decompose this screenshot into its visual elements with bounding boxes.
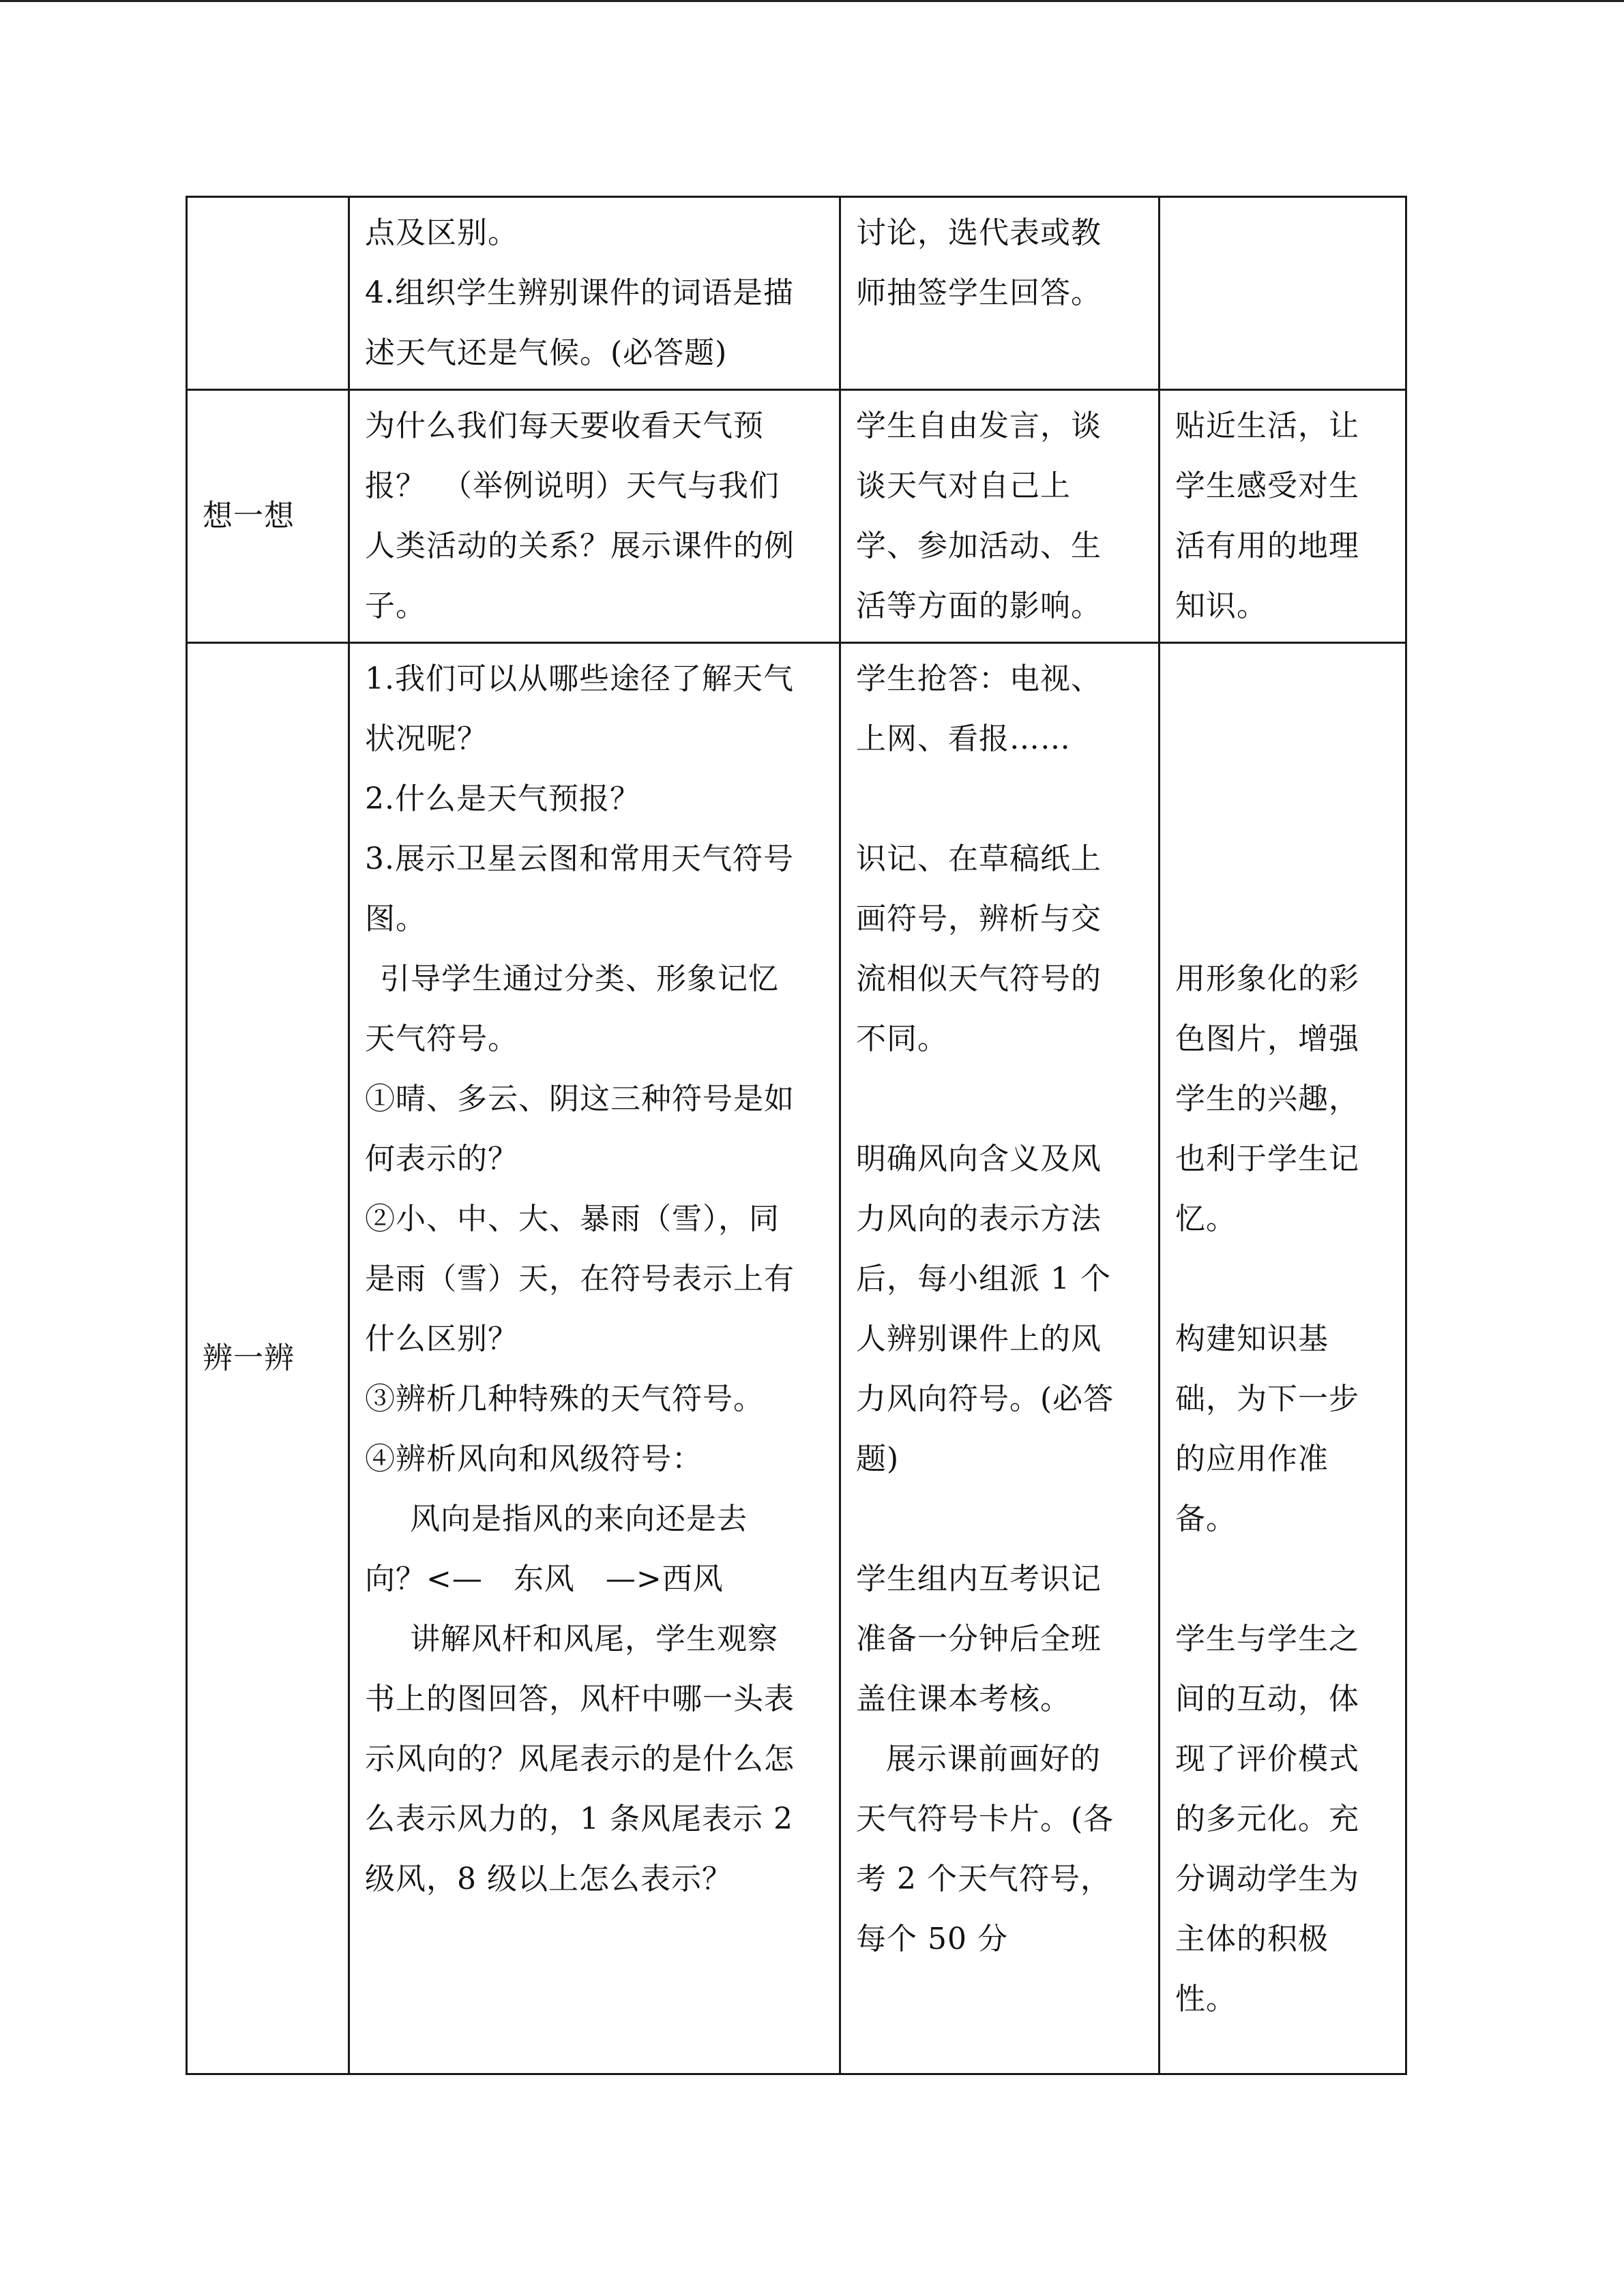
text-line: 盖住课本考核。 bbox=[856, 1682, 1071, 1716]
text-line: 考 2 个天气符号， bbox=[856, 1862, 1111, 1896]
table-row bbox=[187, 197, 1406, 390]
text-line: 学生感受对生 bbox=[1175, 468, 1359, 503]
text-line: 讨论，选代表或教 bbox=[856, 215, 1102, 250]
text-line: ①晴、多云、阴这三种符号是如 bbox=[365, 1082, 795, 1116]
spacer bbox=[856, 1489, 1146, 1549]
text-line: 是雨（雪）天，在符号表示上有 bbox=[365, 1262, 795, 1296]
text-line: 图。 bbox=[365, 901, 426, 936]
text-line: 知识。 bbox=[1175, 588, 1267, 623]
row-label-cell bbox=[187, 197, 349, 390]
text-line: 学生的兴趣， bbox=[1175, 1082, 1359, 1116]
text-line: 学生组内互考识记 bbox=[856, 1562, 1102, 1596]
text-line: 风向是指风的来向还是去 bbox=[410, 1502, 748, 1536]
teacher-activity-cell bbox=[349, 643, 840, 2074]
text-line: 构建知识基 bbox=[1175, 1322, 1329, 1356]
text-line: 色图片，增强 bbox=[1175, 1022, 1359, 1056]
spacer bbox=[856, 1069, 1146, 1129]
text-line: 讲解风杆和风尾，学生观察 bbox=[410, 1622, 778, 1656]
text-line: 上网、看报…… bbox=[856, 721, 1071, 756]
text-line: 引导学生通过分类、形象记忆 bbox=[380, 961, 779, 996]
text-line: 学生抢答：电视、 bbox=[856, 661, 1102, 696]
text-line: ③辨析几种特殊的天气符号。 bbox=[365, 1382, 764, 1416]
text-line: 级风，8 级以上怎么表示？ bbox=[365, 1862, 733, 1896]
design-intent-cell bbox=[1160, 197, 1406, 390]
text-line: 为什么我们每天要收看天气预 bbox=[365, 408, 764, 443]
text-line: 力风向的表示方法 bbox=[856, 1202, 1102, 1236]
spacer bbox=[1175, 889, 1393, 949]
text-line: 报？ （举例说明）天气与我们 bbox=[365, 468, 780, 503]
spacer bbox=[1175, 769, 1393, 829]
spacer bbox=[1175, 829, 1393, 889]
text-line: 书上的图回答，风杆中哪一头表 bbox=[365, 1682, 795, 1716]
text-line: 明确风向含义及风 bbox=[856, 1142, 1102, 1176]
text-line: 活等方面的影响。 bbox=[856, 588, 1102, 623]
text-line: 向？<— 东风 —>西风 bbox=[365, 1562, 724, 1596]
table-row bbox=[187, 390, 1406, 643]
text-line: 谈天气对自己上 bbox=[856, 468, 1071, 503]
spacer bbox=[1175, 709, 1393, 769]
text-line: 间的互动，体 bbox=[1175, 1682, 1359, 1716]
spacer bbox=[856, 769, 1146, 829]
text-line: 4.组织学生辨别课件的词语是描 bbox=[365, 275, 794, 310]
text-line: 后，每小组派 1 个 bbox=[856, 1262, 1111, 1296]
spacer bbox=[1175, 1549, 1393, 1609]
text-line: 备。 bbox=[1175, 1502, 1237, 1536]
text-line: 天气符号。 bbox=[365, 1022, 518, 1056]
text-line: 述天气还是气候。(必答题) bbox=[365, 336, 728, 370]
text-line: 的多元化。充 bbox=[1175, 1802, 1359, 1836]
text-line: 1.我们可以从哪些途径了解天气 bbox=[365, 661, 794, 696]
text-line: 何表示的？ bbox=[365, 1142, 518, 1176]
text-line: 天气符号卡片。(各 bbox=[856, 1802, 1114, 1836]
text-line: 示风向的？风尾表示的是什么怎 bbox=[365, 1742, 795, 1776]
teacher-activity-cell bbox=[349, 197, 840, 390]
row-label-cell bbox=[187, 643, 349, 2074]
row-label-cell bbox=[187, 390, 349, 643]
text-line: 点及区别。 bbox=[365, 215, 518, 250]
text-line: 流相似天气符号的 bbox=[856, 961, 1102, 996]
table-row bbox=[187, 643, 1406, 2074]
student-activity-cell bbox=[840, 643, 1160, 2074]
text-line: 性。 bbox=[1175, 1982, 1237, 2016]
row-label-distinguish: 辨一辨 bbox=[203, 1341, 295, 1375]
text-line: 识记、在草稿纸上 bbox=[856, 841, 1102, 876]
text-line: 学、参加活动、生 bbox=[856, 528, 1102, 563]
text-line: 贴近生活，让 bbox=[1175, 408, 1359, 443]
text-line: 什么区别？ bbox=[365, 1322, 518, 1356]
text-line: 现了评价模式 bbox=[1175, 1742, 1359, 1776]
text-line: ②小、中、大、暴雨（雪），同 bbox=[365, 1202, 780, 1236]
design-intent-cell bbox=[1160, 643, 1406, 2074]
text-line: 每个 50 分 bbox=[856, 1922, 1008, 1956]
teacher-activity-cell bbox=[349, 390, 840, 643]
text-line: 师抽签学生回答。 bbox=[856, 275, 1102, 310]
text-line: 主体的积极 bbox=[1175, 1922, 1329, 1956]
student-activity-cell bbox=[840, 197, 1160, 390]
text-line: 准备一分钟后全班 bbox=[856, 1622, 1102, 1656]
text-line: 也利于学生记 bbox=[1175, 1142, 1359, 1176]
text-line: 题) bbox=[856, 1442, 900, 1476]
text-line: 学生与学生之 bbox=[1175, 1622, 1359, 1656]
text-line: 活有用的地理 bbox=[1175, 528, 1359, 563]
student-activity-cell bbox=[840, 390, 1160, 643]
text-line: 么表示风力的，1 条风尾表示 2 bbox=[365, 1802, 793, 1836]
text-line: 3.展示卫星云图和常用天气符号 bbox=[365, 841, 794, 876]
text-line: 展示课前画好的 bbox=[886, 1742, 1101, 1776]
text-line: 不同。 bbox=[856, 1022, 948, 1056]
spacer bbox=[1175, 1249, 1393, 1309]
text-line: ④辨析风向和风级符号： bbox=[365, 1442, 703, 1476]
text-line: 画符号，辨析与交 bbox=[856, 901, 1102, 936]
lesson-plan-table bbox=[186, 196, 1407, 2075]
text-line: 础，为下一步 bbox=[1175, 1382, 1359, 1416]
text-line: 人辨别课件上的风 bbox=[856, 1322, 1102, 1356]
text-line: 分调动学生为 bbox=[1175, 1862, 1359, 1896]
text-line: 的应用作准 bbox=[1175, 1442, 1329, 1476]
spacer bbox=[1175, 649, 1393, 709]
text-line: 学生自由发言，谈 bbox=[856, 408, 1102, 443]
text-line: 子。 bbox=[365, 588, 426, 623]
row-label-think: 想一想 bbox=[203, 498, 295, 533]
text-line: 力风向符号。(必答 bbox=[856, 1382, 1114, 1416]
text-line: 状况呢？ bbox=[365, 721, 488, 756]
design-intent-cell bbox=[1160, 390, 1406, 643]
text-line: 人类活动的关系？展示课件的例 bbox=[365, 528, 795, 563]
text-line: 2.什么是天气预报？ bbox=[365, 781, 640, 816]
text-line: 用形象化的彩 bbox=[1175, 961, 1359, 996]
text-line: 忆。 bbox=[1175, 1202, 1237, 1236]
page-top-rule bbox=[0, 0, 1624, 2]
